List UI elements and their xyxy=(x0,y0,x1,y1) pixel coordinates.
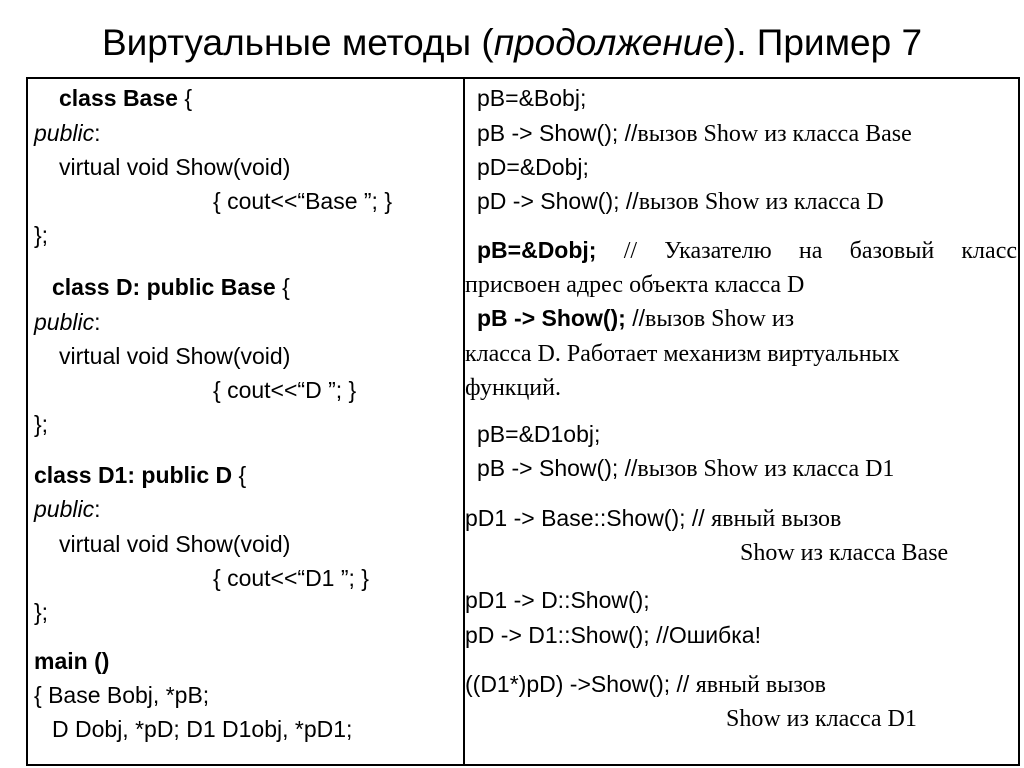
code-line xyxy=(477,419,600,449)
code-fragment: явный вызов xyxy=(711,506,842,532)
code-line xyxy=(34,494,101,524)
code-fragment: присвоен адрес объекта класса D xyxy=(465,272,805,298)
code-line xyxy=(477,152,589,182)
code-line xyxy=(34,680,209,710)
slide-title-suffix: ). Пример 7 xyxy=(723,22,923,63)
code-fragment: public xyxy=(34,309,95,335)
slide-title xyxy=(0,16,1024,70)
code-line xyxy=(213,375,356,405)
code-fragment: }; xyxy=(34,599,49,625)
code-line xyxy=(59,529,290,559)
code-fragment: D Dobj, *pD; D1 D1obj, *pD1; xyxy=(52,716,353,742)
code-fragment: class Base xyxy=(59,85,178,111)
code-fragment: public xyxy=(34,120,95,146)
code-fragment: // Указателю на базовый класс xyxy=(596,238,1017,264)
code-line xyxy=(34,118,101,148)
code-fragment: pB -> Show(); xyxy=(477,305,626,331)
code-fragment: class D1: public D xyxy=(34,462,233,488)
code-line xyxy=(465,269,804,300)
code-fragment: virtual void Show(void) xyxy=(59,343,291,369)
code-fragment: pB=&Bobj; xyxy=(477,85,587,111)
code-line xyxy=(213,186,392,216)
left-column-class-definitions xyxy=(28,79,463,764)
code-fragment: { cout<<“D1 ”; } xyxy=(213,565,369,591)
code-fragment: : xyxy=(94,496,101,522)
slide-title-prefix: Виртуальные методы ( xyxy=(101,22,494,63)
code-fragment: main () xyxy=(34,648,110,674)
code-fragment: Show из класса Base xyxy=(740,540,949,566)
code-fragment: вызов Show из класса D xyxy=(638,189,884,215)
code-fragment: pB -> Show(); // xyxy=(477,455,638,481)
code-table xyxy=(26,77,1020,766)
code-fragment: virtual void Show(void) xyxy=(59,531,291,557)
code-line xyxy=(726,703,917,734)
code-line xyxy=(59,152,290,182)
code-line xyxy=(34,220,48,250)
right-column-calls xyxy=(465,79,1020,764)
slide-title-italic: продолжение xyxy=(493,22,724,63)
code-line xyxy=(465,669,826,700)
code-fragment: // xyxy=(625,305,646,331)
code-fragment: вызов Show из класса D1 xyxy=(637,456,895,482)
code-line xyxy=(34,409,48,439)
code-fragment: класса D. Работает механизм виртуальных xyxy=(465,341,900,367)
code-fragment: функций. xyxy=(465,375,561,401)
code-fragment: { xyxy=(275,274,290,300)
code-line xyxy=(477,453,894,484)
code-line xyxy=(52,272,290,302)
code-fragment: pD -> Show(); // xyxy=(477,188,639,214)
code-line xyxy=(477,235,1017,266)
code-fragment: pD=&Dobj; xyxy=(477,154,589,180)
code-line xyxy=(477,303,794,334)
code-fragment: явный вызов xyxy=(695,672,826,698)
code-fragment: Show из класса D1 xyxy=(726,706,917,732)
code-fragment: { cout<<“D ”; } xyxy=(213,377,357,403)
code-line xyxy=(465,338,900,369)
code-line xyxy=(465,372,561,403)
code-fragment: pB=&D1obj; xyxy=(477,421,601,447)
code-line xyxy=(465,503,841,534)
code-fragment: вызов Show из xyxy=(645,306,795,332)
code-line xyxy=(465,620,761,650)
code-line xyxy=(52,714,352,744)
code-fragment: { Base Bobj, *pB; xyxy=(34,682,210,708)
code-fragment: pD -> D1::Show(); //Ошибка! xyxy=(465,622,761,648)
code-fragment: pD1 -> Base::Show(); // xyxy=(465,505,712,531)
code-fragment: { xyxy=(232,462,247,488)
code-fragment: { xyxy=(177,85,193,111)
code-fragment: }; xyxy=(34,222,49,248)
code-fragment: virtual void Show(void) xyxy=(59,154,291,180)
code-fragment: pB -> Show(); // xyxy=(477,120,638,146)
code-line xyxy=(213,563,369,593)
code-line xyxy=(34,597,48,627)
code-fragment: public xyxy=(34,496,95,522)
code-line xyxy=(34,460,246,490)
code-line xyxy=(740,537,948,568)
code-line xyxy=(477,118,912,149)
code-line xyxy=(59,341,290,371)
code-line xyxy=(477,83,586,113)
code-fragment: : xyxy=(94,120,101,146)
code-fragment: ((D1*)pD) ->Show(); // xyxy=(465,671,696,697)
code-fragment: class D: public Base xyxy=(52,274,276,300)
code-fragment: pD1 -> D::Show(); xyxy=(465,587,650,613)
code-fragment: : xyxy=(94,309,101,335)
code-fragment: { cout<<“Base ”; } xyxy=(213,188,393,214)
code-line xyxy=(34,307,101,337)
code-line xyxy=(465,585,650,615)
code-fragment: вызов Show из класса Base xyxy=(637,121,912,147)
code-line xyxy=(477,186,884,217)
code-line xyxy=(34,646,109,676)
code-fragment: pB=&Dobj; xyxy=(477,237,597,263)
code-fragment: }; xyxy=(34,411,49,437)
code-line xyxy=(59,83,192,113)
